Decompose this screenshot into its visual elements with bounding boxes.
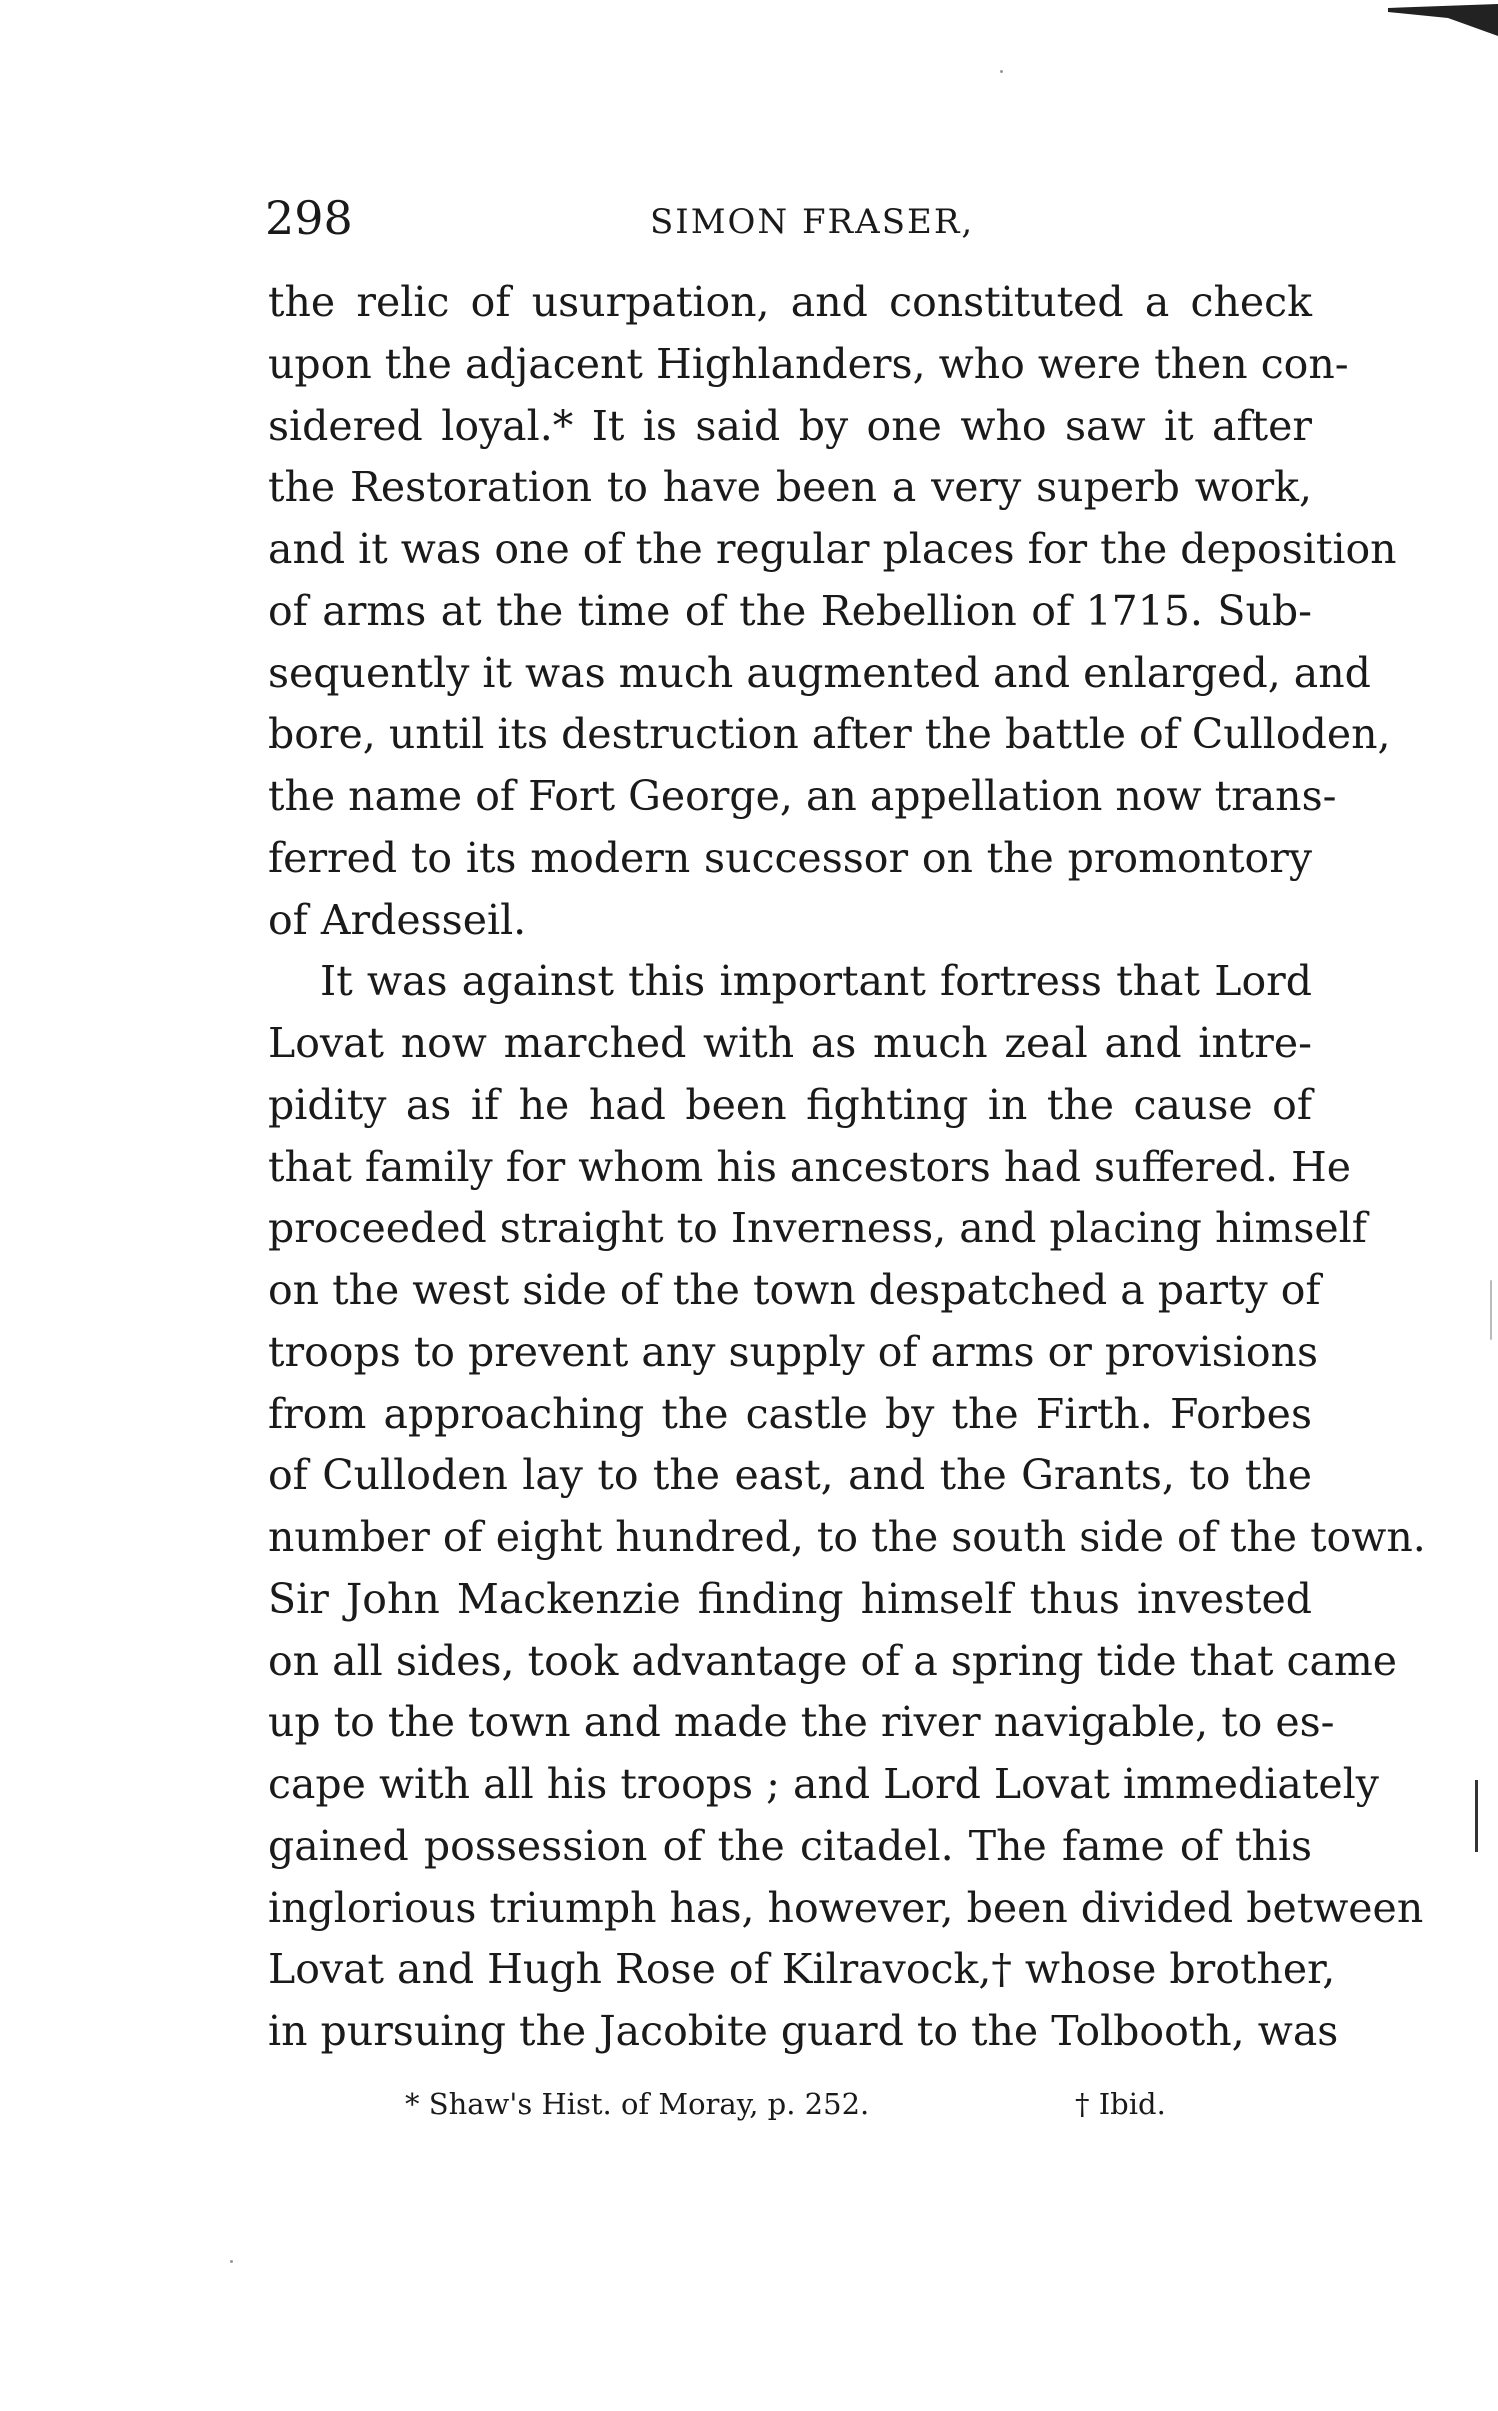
text-line: of Culloden lay to the east, and the Grants, to the	[268, 1451, 1312, 1500]
text-line: upon the adjacent Highlanders, who were then con-	[268, 339, 1349, 388]
footnote-ibid: † Ibid.	[1075, 2087, 1166, 2121]
scan-speck	[1000, 70, 1003, 73]
text-line: number of eight hundred, to the south side of the town.	[268, 1513, 1426, 1561]
text-line: in pursuing the Jacobite guard to the Tolbooth, was	[268, 2007, 1339, 2055]
text-line: Lovat now marched with as much zeal and intre-	[268, 1019, 1312, 1067]
text-line: and it was one of the regular places for the deposition	[268, 525, 1397, 573]
margin-mark	[1475, 1780, 1478, 1852]
text-line: gained possession of the citadel. The fame of this	[268, 1821, 1312, 1870]
text-line: It was against this important fortress that Lord	[320, 957, 1312, 1006]
text-line: the relic of usurpation, and constituted a check	[268, 278, 1312, 326]
text-line: troops to prevent any supply of arms or provisions	[268, 1327, 1318, 1376]
footnote-shaw: * Shaw's Hist. of Moray, p. 252.	[405, 2087, 870, 2121]
body-text	[268, 272, 1426, 2063]
text-line: bore, until its destruction after the battle of Culloden,	[268, 710, 1391, 759]
page-number: 298	[265, 191, 353, 245]
text-line: sidered loyal.* It is said by one who saw it after	[268, 401, 1312, 450]
scan-speck	[230, 2260, 233, 2263]
text-line: the name of Fort George, an appellation now trans-	[268, 772, 1337, 820]
page-header	[265, 190, 1315, 250]
text-line: on the west side of the town despatched a party of	[268, 1266, 1321, 1314]
scan-speck	[1490, 1280, 1492, 1340]
text-line: pidity as if he had been fighting in the cause of	[268, 1080, 1312, 1129]
text-line: the Restoration to have been a very superb work,	[268, 463, 1312, 512]
text-line: of Ardesseil.	[268, 895, 527, 944]
text-line: Sir John Mackenzie finding himself thus invested	[268, 1574, 1312, 1623]
text-line: that family for whom his ancestors had suffered. He	[268, 1142, 1352, 1191]
text-line: of arms at the time of the Rebellion of 1715. Sub-	[268, 586, 1312, 635]
text-line: Lovat and Hugh Rose of Kilravock,† whose brother,	[268, 1945, 1336, 1994]
text-line: ferred to its modern successor on the promontory	[268, 833, 1312, 882]
running-head: SIMON FRASER,	[650, 202, 975, 242]
text-line: cape with all his troops ; and Lord Lovat immediately	[268, 1760, 1379, 1808]
text-line: up to the town and made the river navigable, to es-	[268, 1698, 1335, 1747]
text-line: from approaching the castle by the Firth. Forbes	[268, 1389, 1312, 1438]
text-line: on all sides, took advantage of a spring tide that came	[268, 1636, 1398, 1685]
page-corner-mark	[1388, 0, 1498, 40]
text-line: sequently it was much augmented and enlarged, and	[268, 648, 1371, 697]
footnotes	[405, 2082, 1205, 2132]
text-line: proceeded straight to Inverness, and placing himself	[268, 1204, 1367, 1253]
text-line: inglorious triumph has, however, been divided between	[268, 1883, 1424, 1932]
